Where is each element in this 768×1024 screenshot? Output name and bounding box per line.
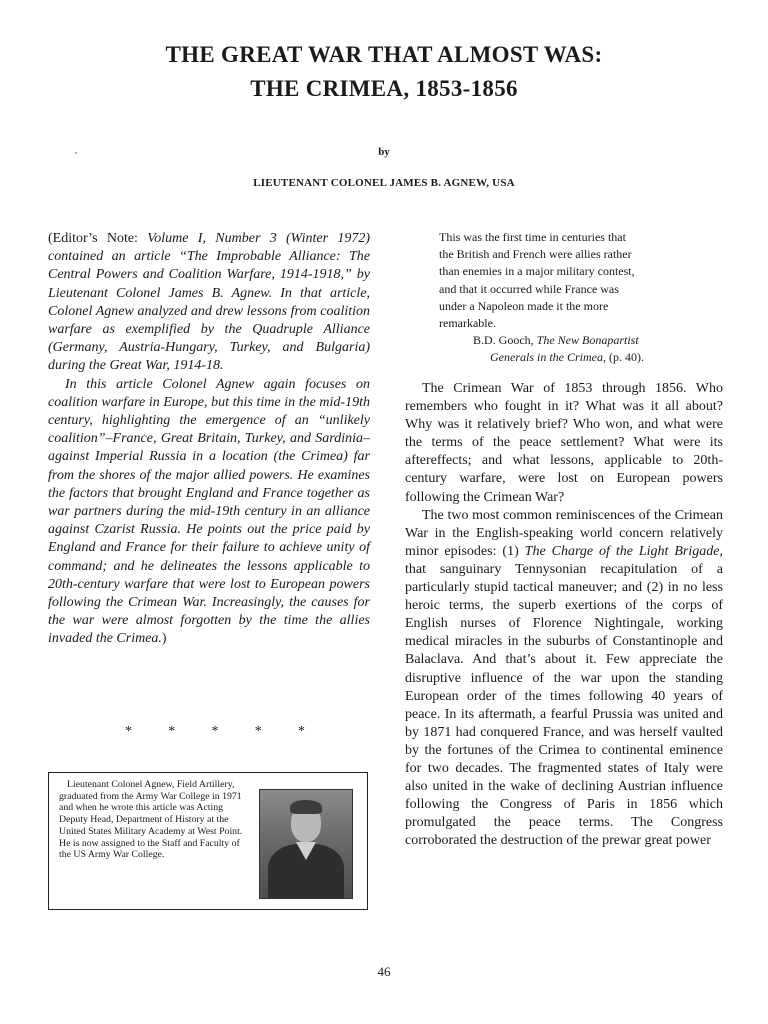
author-bio: [59, 779, 252, 861]
editors-note-text-2: In this article Colonel Agnew again focuses on coalition warfare in Europe, but this time in the mid-19th century, highlighting the emergence of an “unlikely coalition”–France, Great Britain, Turkey, and Sardinia–against Imperial Russia in a location (the Crimea) far from the shores of the major allied powers. He examines the factors that brought England and France together as war partners during the mid-19th century in an alliance against Czarist Russia. He points out the price paid by England and France for their failure to achieve unity of command; and he delineates the lessons applicable to 20th-century warfare that were lost to European powers following the Crimean War. Increasingly, the causes for the war were almost forgotten by the time the allies invaded the Crimea.: [48, 376, 370, 647]
editors-note-text-1: Volume I, Number 3 (Winter 1972) contained an article “The Improbable Alliance: The Central Powers and Coalition Warfare, 1914-1918,” by Lieutenant Colonel James B. Agnew. In that article, Colonel Agnew analyzed and drew lessons from coalition warfare as exemplified by the Quadruple Alliance (Germany, Austria-Hungary, Turkey, and Bulgaria) during the Great War, 1914-18.: [48, 231, 370, 374]
page-number: 46: [377, 964, 391, 979]
epigraph-line: the British and French were allies rather: [439, 247, 632, 262]
editors-note-paragraph-2: [48, 376, 370, 649]
separator-star: *: [298, 724, 305, 739]
section-separator: [125, 724, 305, 740]
byline-by: by: [378, 146, 390, 158]
separator-star: *: [211, 724, 219, 739]
body-paragraph-1: The Crimean War of 1853 through 1856. Who remembers who fought in it? What was it all about? Why was it relatively brief? Who won, and what were the terms of the peace settlement? What were its aftereffects; and what lessons, applicable to 20th-century warfare, were lost on European powers following the Crimean War?: [405, 381, 723, 505]
editors-note-close: ): [161, 631, 167, 647]
editors-note-prefix: (Editor’s Note:: [48, 231, 148, 246]
separator-star: *: [168, 724, 176, 739]
body-paragraph-2-b: that sanguinary Tennysonian recapitulation of a particularly stupid tactical maneuver; and (2) in no less heroic terms, the superb exertions of the corps of English nurses of Florence Nightingale, working medical miracles in the suburbs of Constantinople and Balaclava. And that’s about it. Few appreciate the disruptive influence of the war upon the standing European order of the times following 40 years of peace. In its aftermath, a fearful Prussia was united and by 1871 had conquered France, and was herself vaulted by the fortunes of the Crimea to continental eminence for two decades. The fragmented states of Italy were also united in the wake of declining Austrian influence following the Congress of Paris in 1856 which promulgated the peace terms. The Congress corroborated the destruction of the prewar great power: [405, 561, 723, 849]
author-bio-box: [48, 772, 368, 910]
epigraph-source: [473, 332, 721, 349]
epigraph-source-author: B.D. Gooch,: [473, 333, 537, 348]
epigraph-line: than enemies in a major military contest,: [439, 264, 635, 279]
title-line-1: THE GREAT WAR THAT ALMOST WAS:: [165, 42, 603, 67]
epigraph-line: under a Napoleon made it the more: [439, 298, 609, 313]
photo-hair: [290, 800, 322, 814]
separator-star: *: [125, 724, 132, 739]
editors-note: [48, 230, 370, 649]
epigraph-line: This was the first time in centuries that: [439, 230, 626, 244]
title-line-2: THE CRIMEA, 1853-1856: [250, 76, 518, 101]
author-bio-text: Lieutenant Colonel Agnew, Field Artillery, graduated from the Army War College in 1971 and when he wrote this article was Acting Deputy Head, Department of History at the United States Military Academy at West Point. He is now assigned to the Staff and Faculty of the US Army War College.: [59, 779, 243, 861]
body-paragraph-2-a: The two most common reminiscences of the Crimean War in the English-speaking world concern relatively minor episodes: (1): [405, 507, 723, 559]
epigraph: [439, 229, 721, 367]
light-brigade-title: The Charge of the Light Brigade,: [524, 543, 723, 559]
separator-star: *: [254, 724, 262, 739]
epigraph-source-cont: [490, 349, 721, 366]
epigraph-line: remarkable.: [439, 316, 496, 331]
editors-note-paragraph-1: [48, 230, 370, 376]
author-photo: [259, 789, 353, 899]
body-paragraph-2: [405, 507, 723, 851]
epigraph-source-title-1: The New Bonapartist: [536, 333, 639, 348]
epigraph-line: and that it occurred while France was: [439, 281, 619, 296]
epigraph-source-page: (p. 40).: [606, 350, 644, 365]
article-body: [405, 380, 723, 850]
author-name: LIEUTENANT COLONEL JAMES B. AGNEW, USA: [253, 177, 515, 189]
epigraph-source-title-2: Generals in the Crimea,: [490, 350, 606, 365]
